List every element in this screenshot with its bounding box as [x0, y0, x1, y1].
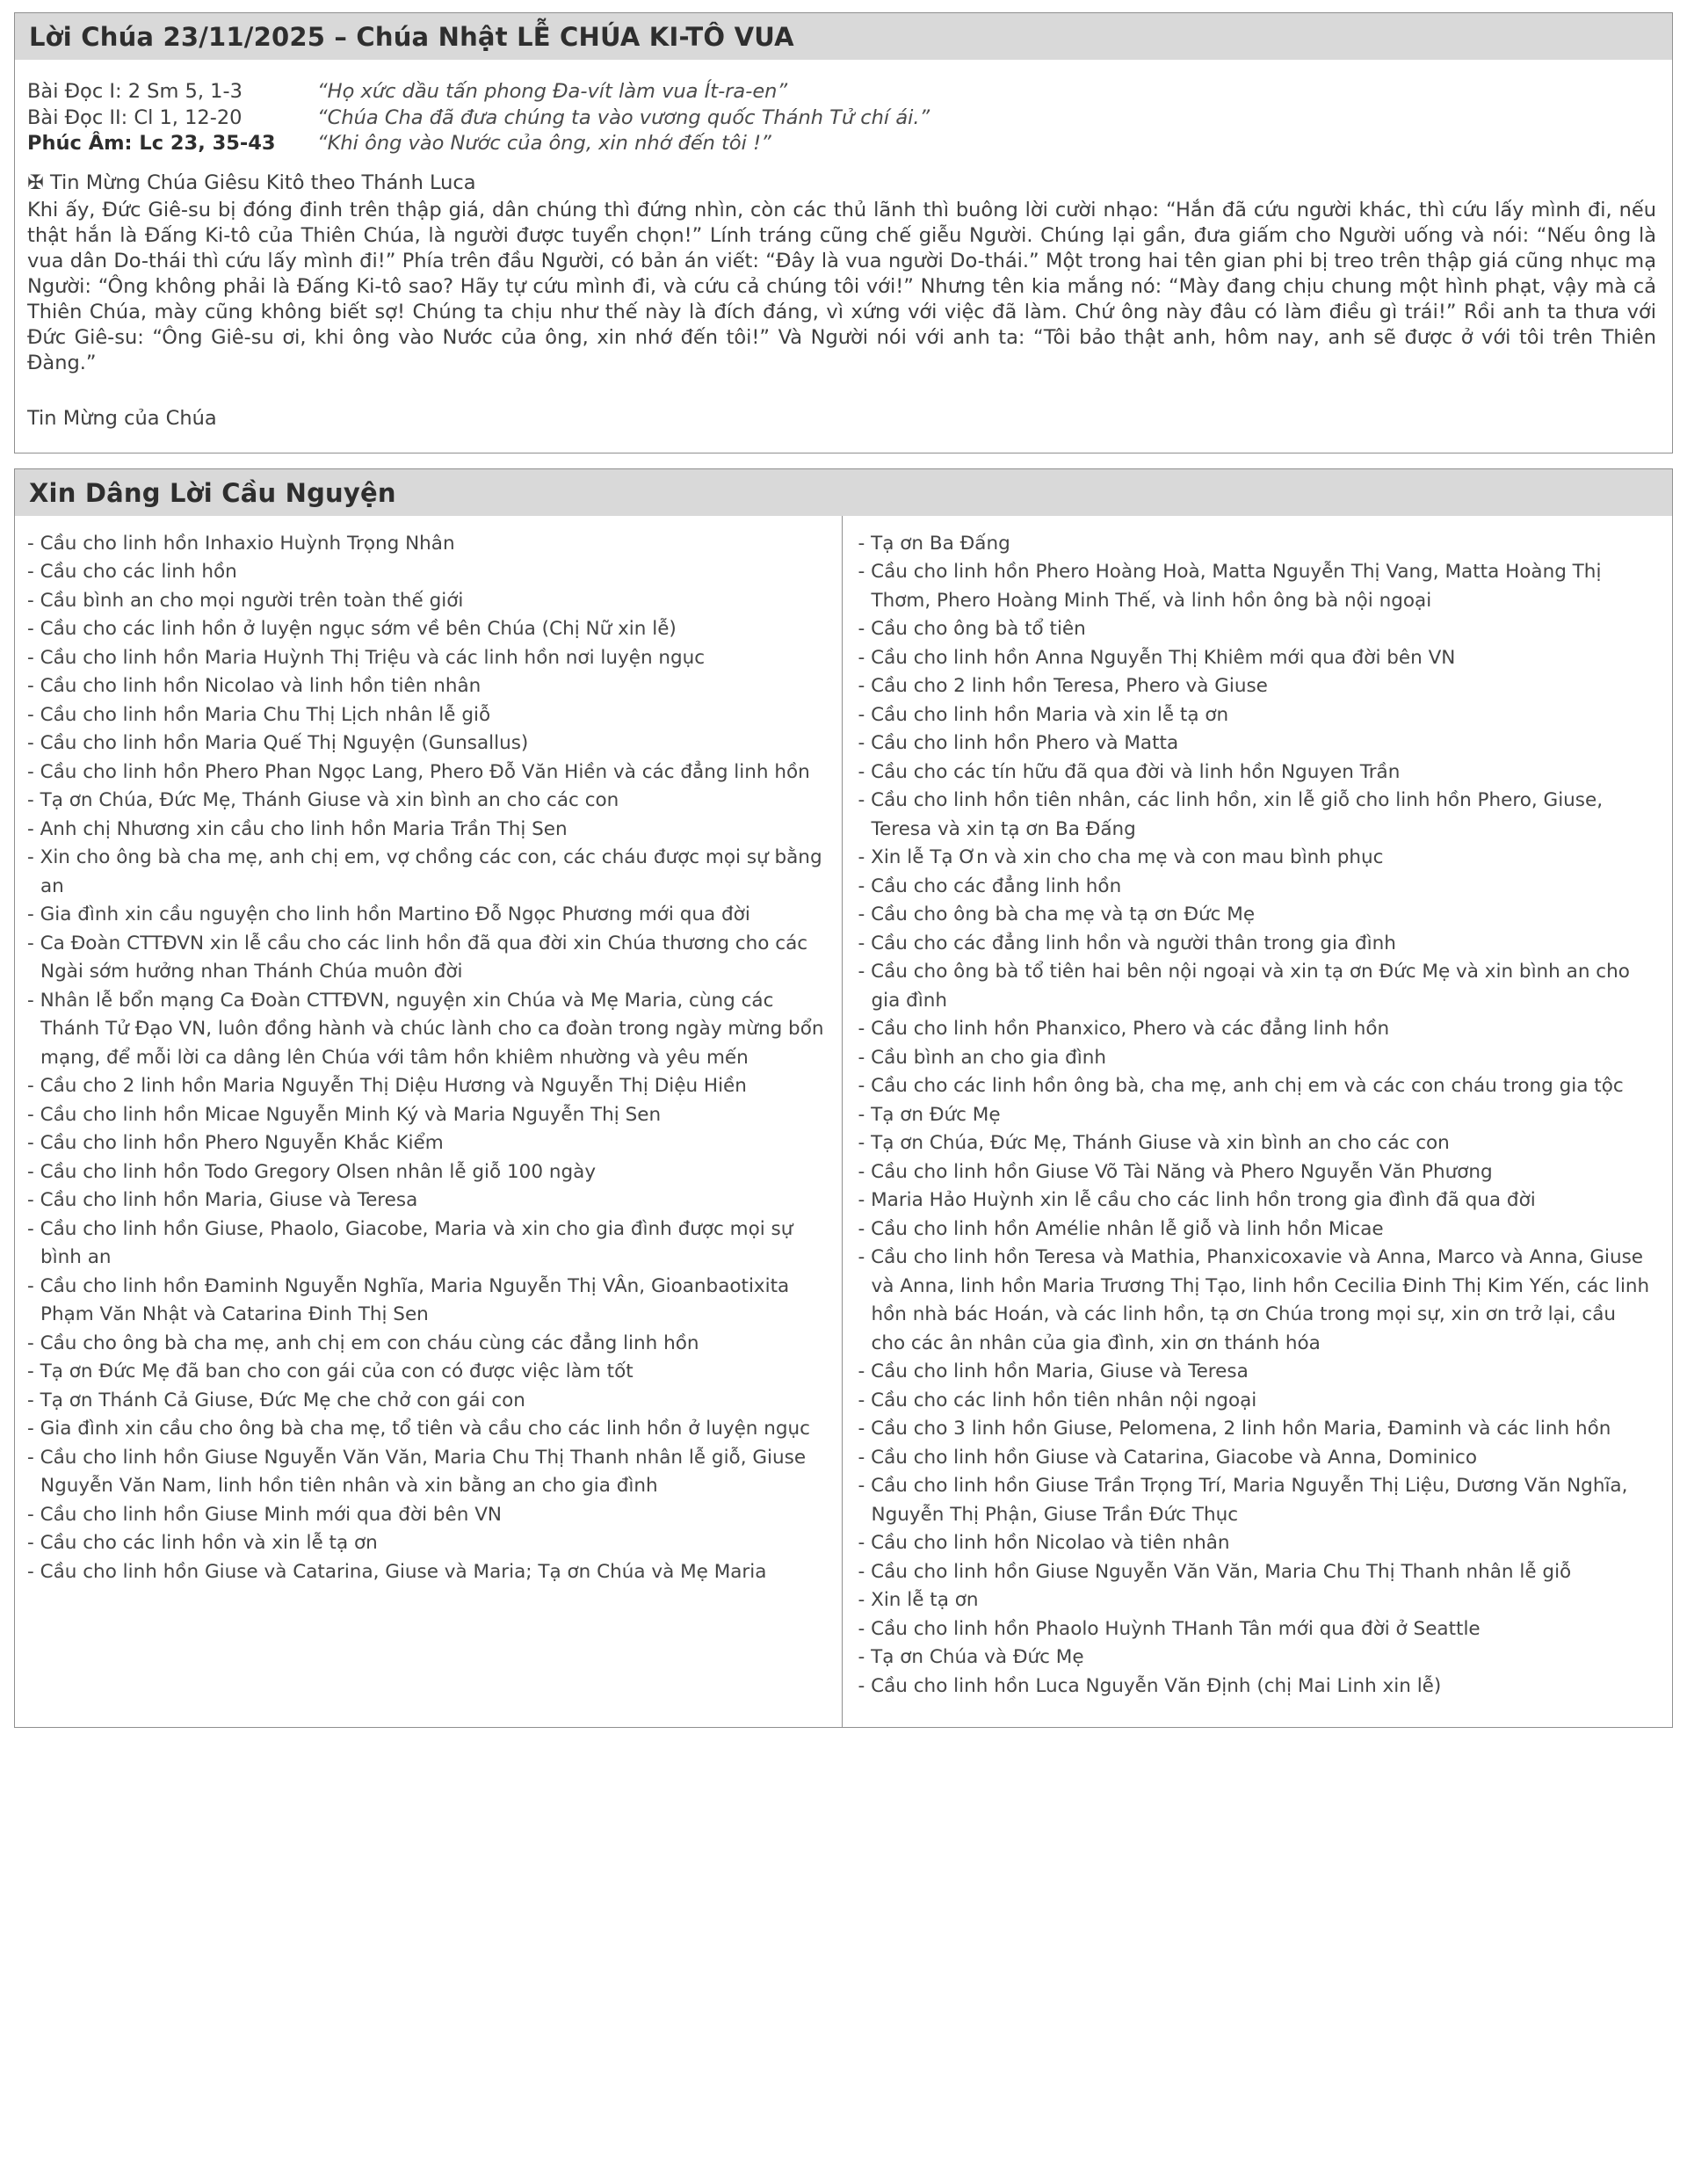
reading-2-quote: “Chúa Cha đã đưa chúng ta vào vương quốc Thánh Tử chí ái.” [317, 105, 930, 129]
prayer-item: - Cầu cho linh hồn Maria Huỳnh Thị Triệu và các linh hồn nơi luyện ngục [27, 646, 706, 669]
prayer-item: - Cầu cho linh hồn Phero Nguyễn Khắc Kiểm [27, 1132, 444, 1154]
prayer-item: - Cầu cho linh hồn Teresa và Mathia, Phanxicoxavie và Anna, Marco và Anna, Giuse và Anna, linh hồn Maria Trương Thị Tạo, linh hồn Cecilia Đinh Thị Kim Yến, các linh hồn nhà bác Hoán, và các linh hồn, tạ ơn Chúa trong mọi sự, xin ơn trở lại, cầu cho các ân nhân của gia đình, xin ơn thánh hóa [858, 1246, 1650, 1354]
prayer-item: - Cầu cho linh hồn Micae Nguyễn Minh Ký và Maria Nguyễn Thị Sen [27, 1103, 662, 1126]
prayer-item: - Tạ ơn Chúa và Đức Mẹ [858, 1646, 1084, 1668]
prayer-item: - Cầu cho linh hồn Phero và Matta [858, 732, 1179, 754]
prayer-item: - Tạ ơn Ba Đấng [858, 532, 1010, 555]
prayer-item: - Cầu bình an cho gia đình [858, 1046, 1107, 1069]
reading-1-label: Bài Đọc I: 2 Sm 5, 1-3 [27, 80, 243, 103]
readings-block [27, 79, 1656, 156]
prayer-item: - Cầu cho các linh hồn tiên nhân nội ngoại [858, 1389, 1257, 1411]
prayer-item: - Gia đình xin cầu nguyện cho linh hồn Martino Đỗ Ngọc Phương mới qua đời [27, 903, 750, 925]
prayer-item: - Cầu cho linh hồn Đaminh Nguyễn Nghĩa, Maria Nguyễn Thị VÂn, Gioanbaotixita Phạm Văn Nhật và Catarina Đinh Thị Sen [27, 1274, 790, 1325]
prayer-item: - Xin cho ông bà cha mẹ, anh chị em, vợ chồng các con, các cháu được mọi sự bằng an [27, 846, 822, 897]
loi-chua-body [15, 60, 1672, 453]
prayer-item: - Nhân lễ bổn mạng Ca Đoàn CTTĐVN, nguyện xin Chúa và Mẹ Maria, cùng các Thánh Tử Đạo VN, luôn đồng hành và chúc lành cho ca đoàn trong ngày mừng bổn mạng, để mỗi lời ca dâng lên Chúa với tâm hồn khiêm nhường và yêu mến [27, 989, 824, 1069]
prayer-item: - Cầu cho linh hồn Phero Hoàng Hoà, Matta Nguyễn Thị Vang, Matta Hoàng Thị Thơm, Phero Hoàng Minh Thế, và linh hồn ông bà nội ngoại [858, 561, 1602, 612]
prayer-item: - Cầu bình an cho mọi người trên toàn thế giới [27, 589, 464, 612]
prayer-item: - Xin lễ tạ ơn [858, 1589, 979, 1611]
reading-1-quote: “Họ xức dầu tấn phong Đa-vít làm vua Ít-ra-en” [317, 80, 788, 103]
prayer-item: - Cầu cho linh hồn tiên nhân, các linh hồn, xin lễ giỗ cho linh hồn Phero, Giuse, Teresa và xin tạ ơn Ba Đấng [858, 789, 1604, 840]
prayer-item: - Cầu cho linh hồn Maria và xin lễ tạ ơn [858, 703, 1229, 726]
prayer-item: - Cầu cho linh hồn Giuse Minh mới qua đời bên VN [27, 1503, 503, 1526]
prayer-item: - Cầu cho các linh hồn ông bà, cha mẹ, anh chị em và các con cháu trong gia tộc [858, 1075, 1624, 1097]
prayer-item: - Cầu cho linh hồn Giuse và Catarina, Giuse và Maria; Tạ ơn Chúa và Mẹ Maria [27, 1560, 767, 1583]
reading-3-quote: “Khi ông vào Nước của ông, xin nhớ đến tôi !” [317, 132, 771, 155]
prayer-item: - Tạ ơn Đức Mẹ đã ban cho con gái của con có được việc làm tốt [27, 1360, 634, 1382]
prayer-item: - Cầu cho linh hồn Todo Gregory Olsen nhân lễ giỗ 100 ngày [27, 1160, 597, 1183]
prayer-item: - Maria Hảo Huỳnh xin lễ cầu cho các linh hồn trong gia đình đã qua đời [858, 1189, 1536, 1211]
reading-2-label: Bài Đọc II: Cl 1, 12-20 [27, 105, 243, 129]
reading-row-3 [27, 131, 1656, 156]
prayer-item: - Cầu cho linh hồn Maria, Giuse và Teresa [858, 1360, 1249, 1382]
prayer-item: - Cầu cho linh hồn Inhaxio Huỳnh Trọng Nhân [27, 532, 455, 555]
prayer-item: - Cầu cho linh hồn Nicolao và linh hồn tiên nhân [27, 675, 481, 697]
prayer-title: Xin Dâng Lời Cầu Nguyện [29, 477, 396, 508]
prayer-item: - Cầu cho linh hồn Maria, Giuse và Teresa [27, 1189, 418, 1211]
prayer-item: - Cầu cho các linh hồn ở luyện ngục sớm về bên Chúa (Chị Nữ xin lễ) [27, 618, 677, 640]
prayer-item: - Cầu cho linh hồn Giuse Trần Trọng Trí, Maria Nguyễn Thị Liệu, Dương Văn Nghĩa, Nguyễn Thị Phận, Giuse Trần Đức Thục [858, 1475, 1628, 1526]
prayer-item: - Cầu cho linh hồn Phanxico, Phero và các đẳng linh hồn [858, 1018, 1390, 1040]
prayer-item: - Cầu cho các tín hữu đã qua đời và linh hồn Nguyen Trần [858, 760, 1401, 783]
prayer-item: - Cầu cho ông bà cha mẹ và tạ ơn Đức Mẹ [858, 903, 1256, 925]
prayer-item: - Cầu cho 3 linh hồn Giuse, Pelomena, 2 linh hồn Maria, Đaminh và các linh hồn [858, 1418, 1611, 1440]
prayer-list-left [15, 516, 842, 1728]
reading-row-2 [27, 105, 1656, 131]
reading-row-1 [27, 79, 1656, 105]
prayer-item: - Cầu cho các đẳng linh hồn [858, 874, 1122, 897]
prayer-item: - Cầu cho các linh hồn [27, 561, 237, 583]
prayer-item: - Tạ ơn Chúa, Đức Mẹ, Thánh Giuse và xin bình an cho các con [858, 1132, 1450, 1154]
prayer-item: - Cầu cho linh hồn Giuse và Catarina, Giacobe và Anna, Dominico [858, 1446, 1478, 1469]
prayer-item: - Tạ ơn Chúa, Đức Mẹ, Thánh Giuse và xin bình an cho các con [27, 789, 619, 811]
reading-3-label: Phúc Âm: Lc 23, 35-43 [27, 132, 276, 155]
prayer-item: - Tạ ơn Thánh Cả Giuse, Đức Mẹ che chở con gái con [27, 1389, 525, 1411]
prayer-item: - Cầu cho linh hồn Giuse Nguyễn Văn Văn, Maria Chu Thị Thanh nhân lễ giỗ, Giuse Nguyễn Văn Nam, linh hồn tiên nhân và xin bằng an cho gia đình [27, 1446, 807, 1497]
prayer-list-right [842, 516, 1673, 1728]
loi-chua-header [15, 13, 1672, 60]
prayer-header [15, 469, 1672, 516]
prayer-item: - Cầu cho linh hồn Phaolo Huỳnh THanh Tân mới qua đời ở Seattle [858, 1617, 1481, 1640]
prayer-item: - Cầu cho ông bà tổ tiên [858, 618, 1086, 640]
prayer-item: - Cầu cho linh hồn Nicolao và tiên nhân [858, 1532, 1230, 1554]
prayer-item: - Ca Đoàn CTTĐVN xin lễ cầu cho các linh hồn đã qua đời xin Chúa thương cho các Ngài sớm hưởng nhan Thánh Chúa muôn đời [27, 932, 808, 983]
prayer-columns [15, 516, 1672, 1728]
prayer-item: - Cầu cho linh hồn Giuse Võ Tài Năng và Phero Nguyễn Văn Phương [858, 1160, 1493, 1183]
prayer-item: - Cầu cho linh hồn Luca Nguyễn Văn Định (chị Mai Linh xin lễ) [858, 1674, 1442, 1697]
prayer-item: - Cầu cho 2 linh hồn Maria Nguyễn Thị Diệu Hương và Nguyễn Thị Diệu Hiền [27, 1075, 747, 1097]
prayer-item: - Cầu cho các linh hồn và xin lễ tạ ơn [27, 1532, 378, 1554]
prayer-section [14, 468, 1673, 1729]
prayer-item: - Cầu cho linh hồn Maria Chu Thị Lịch nhân lễ giỗ [27, 703, 491, 726]
prayer-item: - Cầu cho ông bà tổ tiên hai bên nội ngoại và xin tạ ơn Đức Mẹ và xin bình an cho gia đình [858, 961, 1630, 1012]
prayer-item: - Xin lễ Tạ Ơn và xin cho cha mẹ và con mau bình phục [858, 846, 1384, 868]
prayer-item: - Cầu cho linh hồn Giuse, Phaolo, Giacobe, Maria và xin cho gia đình được mọi sự bình an [27, 1217, 793, 1268]
prayer-item: - Cầu cho linh hồn Maria Quế Thị Nguyện (Gunsallus) [27, 732, 529, 754]
prayer-item: - Cầu cho linh hồn Giuse Nguyễn Văn Văn, Maria Chu Thị Thanh nhân lễ giỗ [858, 1560, 1572, 1583]
gospel-body: Khi ấy, Đức Giê-su bị đóng đinh trên thập giá, dân chúng thì đứng nhìn, còn các thủ lãnh thì buông lời cười nhạo: “Hắn đã cứu người khác, thì cứu lấy mình đi, nếu thật hắn là Đấng Ki-tô của Thiên Chúa, là người được tuyển chọn!” Lính tráng cũng chế giễu Người. Chúng lại gần, đưa giấm cho Người uống và nói: “Nếu ông là vua dân Do-thái thì cứu lấy mình đi!” Phía trên đầu Người, có bản án viết: “Đây là vua người Do-thái.” Một trong hai tên gian phi bị treo trên thập giá cũng nhục mạ Người: “Ông không phải là Đấng Ki-tô sao? Hãy tự cứu mình đi, và cứu cả chúng tôi với!” Nhưng tên kia mắng nó: “Mày đang chịu chung một hình phạt, vậy mà cả Thiên Chúa, mày cũng không biết sợ! Chúng ta chịu như thế này là đích đáng, vì xứng với việc đã làm. Chứ ông này đâu có làm điều gì trái!” Rồi anh ta thưa với Đức Giê-su: “Ông Giê-su ơi, khi ông vào Nước của ông, xin nhớ đến tôi!” Và Người nói với anh ta: “Tôi bảo thật anh, hôm nay, anh sẽ được ở với tôi trên Thiên Đàng.” [27, 198, 1656, 374]
loi-chua-section [14, 12, 1673, 453]
prayer-item: - Anh chị Nhương xin cầu cho linh hồn Maria Trần Thị Sen [27, 817, 568, 840]
prayer-item: - Cầu cho các đẳng linh hồn và người thân trong gia đình [858, 932, 1396, 954]
gospel-heading: ✠ Tin Mừng Chúa Giêsu Kitô theo Thánh Luca [27, 171, 476, 194]
gospel-closing: Tin Mừng của Chúa [27, 406, 217, 430]
prayer-item: - Cầu cho linh hồn Anna Nguyễn Thị Khiêm mới qua đời bên VN [858, 646, 1456, 669]
prayer-item: - Tạ ơn Đức Mẹ [858, 1103, 1001, 1126]
prayer-item: - Gia đình xin cầu cho ông bà cha mẹ, tổ tiên và cầu cho các linh hồn ở luyện ngục [27, 1418, 810, 1440]
prayer-item: - Cầu cho ông bà cha mẹ, anh chị em con cháu cùng các đẳng linh hồn [27, 1331, 699, 1354]
prayer-item: - Cầu cho linh hồn Amélie nhân lễ giỗ và linh hồn Micae [858, 1217, 1384, 1240]
prayer-item: - Cầu cho linh hồn Phero Phan Ngọc Lang, Phero Đỗ Văn Hiền và các đẳng linh hồn [27, 760, 810, 783]
page-title: Lời Chúa 23/11/2025 – Chúa Nhật LỄ CHÚA KI-TÔ VUA [29, 22, 794, 52]
prayer-item: - Cầu cho 2 linh hồn Teresa, Phero và Giuse [858, 675, 1268, 697]
